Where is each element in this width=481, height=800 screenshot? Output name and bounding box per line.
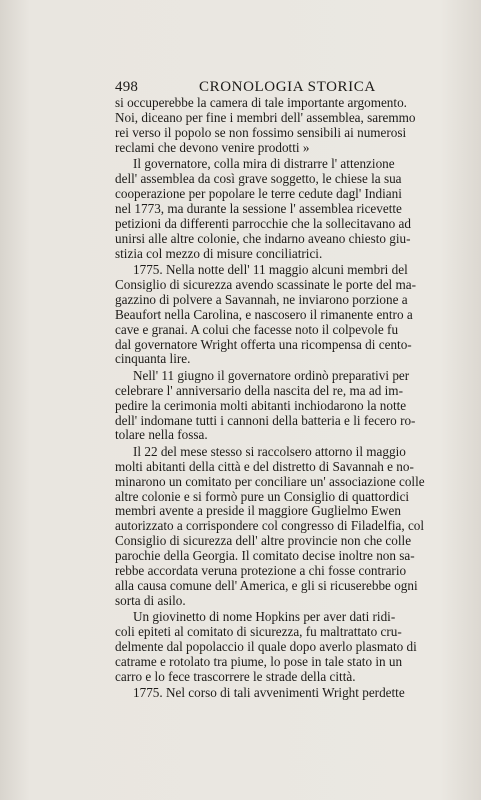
- text-line: stizia col mezzo di misure conciliatrici.: [115, 245, 323, 261]
- text-line: Nell' 11 giugno il governatore ordinò preparativi per: [133, 367, 410, 383]
- text-line: alla causa comune dell' America, e gli si ricuserebbe ogni: [115, 578, 418, 593]
- text-line: dal governatore Wright offerta una ricompensa di cento-: [115, 336, 412, 352]
- text-line: cinquanta lire.: [115, 351, 191, 367]
- text-line: dell' indomane tutti i cannoni della batteria e li fecero ro-: [115, 412, 416, 428]
- text-line: celebrare l' anniversario della nascita del re, ma ad im-: [115, 382, 403, 398]
- text-line: 1775. Nella notte dell' 11 maggio alcuni membri del: [133, 261, 408, 277]
- text-line: petizioni da differenti parrocchie che la sollecitavano ad: [115, 215, 411, 231]
- page-number: 498: [115, 79, 139, 95]
- text-line: molti abitanti della città e del distretto di Savannah e no-: [115, 458, 414, 474]
- text-line: cooperazione per popolare le terre cedute dagl' Indiani: [115, 185, 402, 201]
- text-line: dell' assemblea da così grave soggetto, le chiese la sua: [115, 171, 402, 187]
- text-line: Consiglio di sicurezza avendo scassinate le porte del ma-: [115, 276, 417, 292]
- text-line: rebbe accordata veruna protezione a chi fosse contrario: [115, 563, 407, 579]
- text-line: 1775. Nel corso di tali avvenimenti Wright perdette: [133, 685, 405, 701]
- text-line: unirsi alle altre colonie, che indarno aveano chiesto giu-: [115, 230, 411, 246]
- text-line: nel 1773, ma durante la sessione l' assemblea ricevette: [115, 200, 402, 216]
- text-line: reclami che devono venire prodotti »: [115, 139, 310, 155]
- text-line: autorizzato a corrispondere col congresso di Filadelfia, col: [115, 518, 425, 534]
- body-text: [115, 95, 425, 701]
- text-line: si occuperebbe la camera di tale importante argomento.: [115, 95, 407, 110]
- text-line: Noi, diceano per fine i membri dell' assemblea, saremmo: [115, 109, 416, 125]
- text-line: membri avente a preside il maggiore Guglielmo Ewen: [115, 503, 402, 519]
- text-line: cave e granai. A colui che facesse noto il colpevole fu: [115, 321, 399, 337]
- text-line: rei verso il popolo se non fossimo sensibili ai numerosi: [115, 124, 407, 140]
- text-line: parochie della Georgia. Il comitato decise inoltre non sa-: [115, 548, 415, 564]
- text-line: Beaufort nella Carolina, e nascosero il rimanente entro a: [115, 306, 413, 322]
- text-line: minarono un comitato per conciliare un' associazione colle: [115, 473, 425, 489]
- text-line: Un giovinetto di nome Hopkins per aver dati ridi-: [133, 609, 396, 625]
- text-line: catrame e rotolato tra piume, lo pose in tale stato in un: [115, 654, 403, 670]
- text-line: Consiglio di sicurezza dell' altre provincie non che colle: [115, 533, 412, 549]
- text-line: Il 22 del mese stesso si raccolsero attorno il maggio: [133, 443, 406, 459]
- text-line: altre colonie e si formò pure un Consiglio di quattordici: [115, 488, 410, 504]
- text-line: pedire la cerimonia molti abitanti inchiodarono la notte: [115, 397, 407, 413]
- text-line: gazzino di polvere a Savannah, ne inviarono porzione a: [115, 291, 408, 307]
- text-line: tolare nella fossa.: [115, 427, 208, 443]
- text-line: delmente dal popolaccio il quale dopo averlo plasmato di: [115, 639, 417, 655]
- text-line: carro e lo fece trascorrere le strade della città.: [115, 668, 356, 684]
- text-line: coli epiteti al comitato di sicurezza, fu maltrattato cru-: [115, 624, 402, 640]
- text-line: Il governatore, colla mira di distrarre l' attenzione: [133, 156, 395, 172]
- text-line: sorta di asilo.: [115, 592, 186, 608]
- running-title: CRONOLOGIA STORICA: [199, 79, 376, 95]
